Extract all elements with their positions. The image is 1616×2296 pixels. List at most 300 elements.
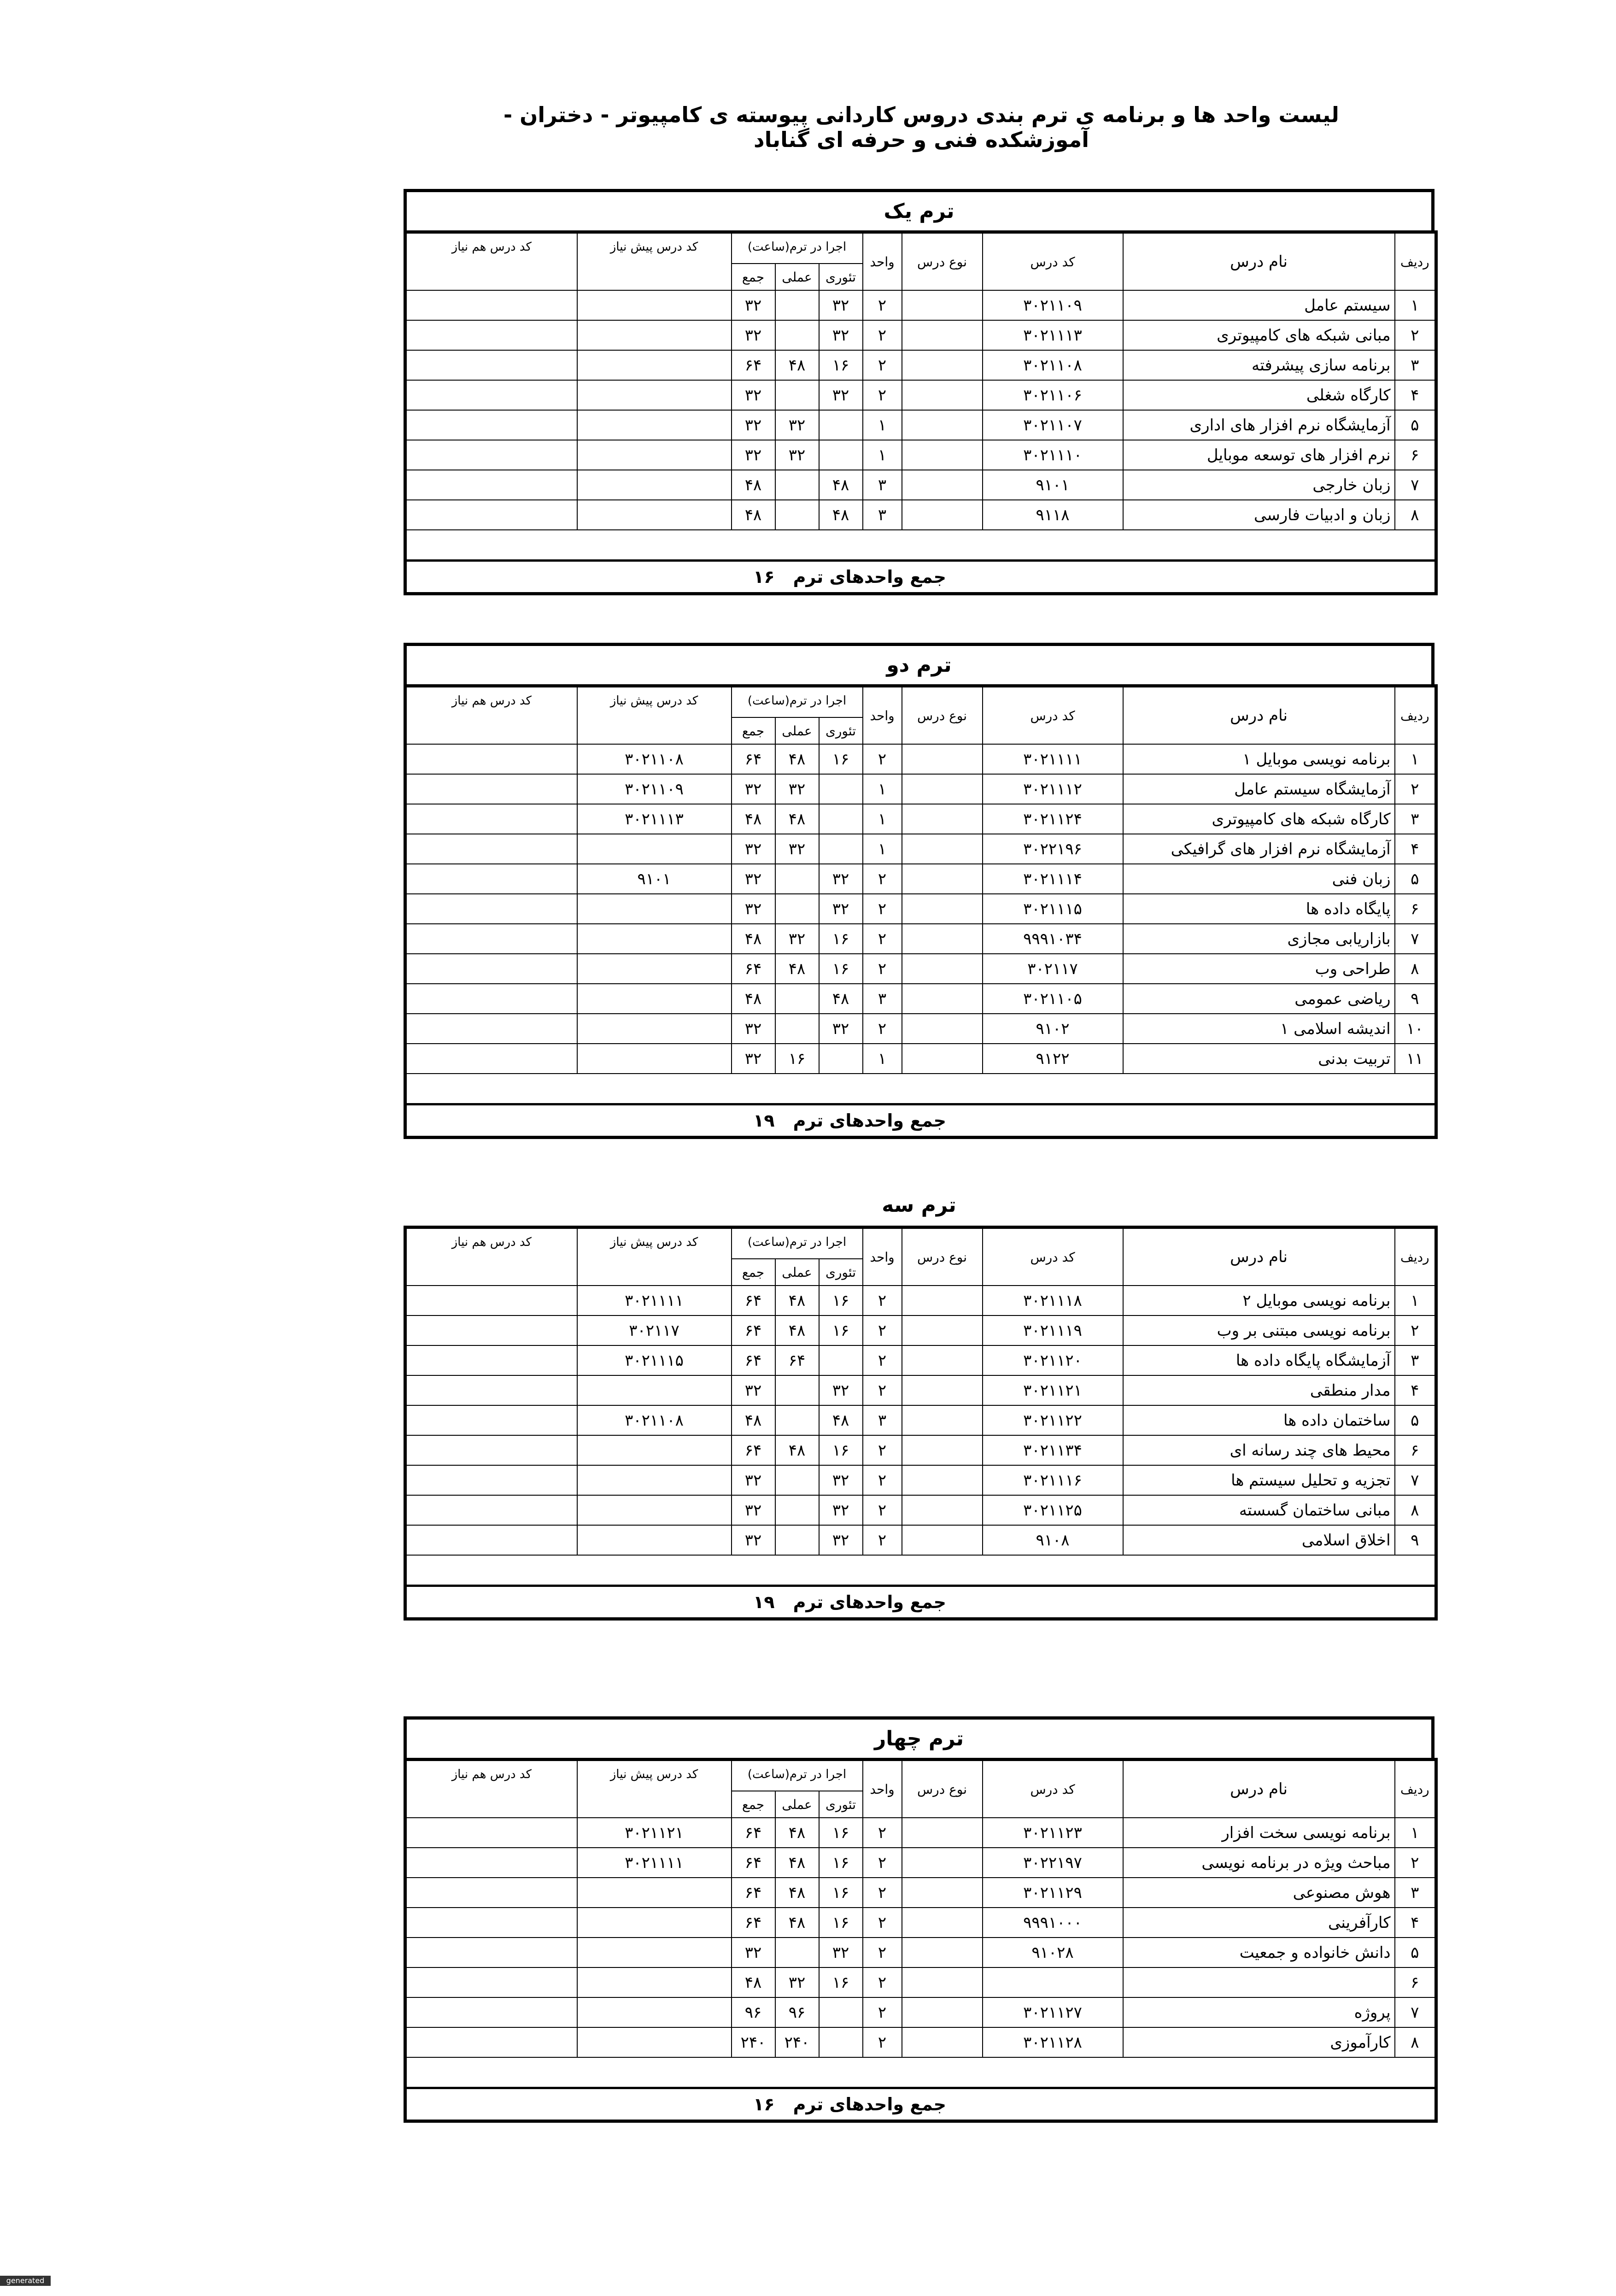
course-code: ۳۰۲۱۱۳۴ [983,1435,1123,1465]
row-number: ۷ [1395,470,1436,500]
blank-cell [405,530,1436,561]
theory-hours [819,440,863,470]
total-hours: ۳۲ [732,834,775,864]
total-hours: ۶۴ [732,350,775,380]
corequisite-code [405,1345,577,1375]
course-name: آزمایشگاه نرم افزار های گرافیکی [1123,834,1395,864]
corequisite-code [405,864,577,894]
theory-hours: ۳۲ [819,1375,863,1405]
course-code: ۳۰۲۱۱۲۵ [983,1495,1123,1525]
course-units: ۲ [863,380,902,410]
course-name: کارگاه شبکه های کامپیوتری [1123,804,1395,834]
course-type [902,1014,983,1044]
corequisite-code [405,1495,577,1525]
table-row [405,2027,1436,2057]
table-row [405,1044,1436,1074]
course-name: برنامه نویسی موبایل ۱ [1123,744,1395,774]
total-hours: ۳۲ [732,864,775,894]
term-total-units: ۱۹ [753,1592,775,1612]
total-hours: ۶۴ [732,1345,775,1375]
page-title: لیست واحد ها و برنامه ی ترم بندی دروس کاردانی پیوسته ی کامپیوتر - دختران - آموزشکده فنی و حرفه ای گناباد [504,102,1339,152]
corequisite-code [405,320,577,350]
total-hours: ۳۲ [732,894,775,924]
course-units: ۲ [863,320,902,350]
course-table [404,1226,1438,1621]
course-units: ۳ [863,984,902,1014]
blank-cell [405,1555,1436,1586]
prerequisite-code [577,1465,732,1495]
row-number: ۶ [1395,1435,1436,1465]
total-hours: ۴۸ [732,500,775,530]
header-total-hours: جمع [732,264,775,290]
total-hours: ۳۲ [732,1495,775,1525]
course-code: ۳۰۲۱۱۲۲ [983,1405,1123,1435]
practical-hours [775,500,819,530]
term-total-label: جمع واحدهای ترم [793,1592,947,1612]
prerequisite-code [577,1495,732,1525]
header-course-code: کد درس [983,1760,1123,1818]
header-course-type: نوع درس [902,1760,983,1818]
theory-hours [819,834,863,864]
prerequisite-code: ۳۰۲۱۱۱۵ [577,1345,732,1375]
course-code: ۳۰۲۱۱۱۲ [983,774,1123,804]
row-number: ۱۰ [1395,1014,1436,1044]
total-row [405,561,1436,594]
course-name: اخلاق اسلامی [1123,1525,1395,1555]
practical-hours [775,864,819,894]
table-row [405,1375,1436,1405]
corequisite-code [405,744,577,774]
total-hours: ۳۲ [732,1375,775,1405]
corequisite-code [405,350,577,380]
course-type [902,744,983,774]
header-row-number: ردیف [1395,232,1436,291]
header-hours-group: اجرا در ترم(ساعت) [732,1227,863,1259]
course-name: ساختمان داده ها [1123,1405,1395,1435]
prerequisite-code [577,2027,732,2057]
course-units: ۲ [863,1997,902,2027]
table-row [405,1315,1436,1345]
course-name: مدار منطقی [1123,1375,1395,1405]
course-type [902,1044,983,1074]
course-type [902,1375,983,1405]
course-name: کارگاه شغلی [1123,380,1395,410]
row-number: ۸ [1395,500,1436,530]
corequisite-code [405,410,577,440]
row-number: ۸ [1395,2027,1436,2057]
theory-hours: ۳۲ [819,1495,863,1525]
course-units: ۲ [863,1908,902,1938]
term-title: ترم چهار [404,1716,1434,1758]
row-number: ۳ [1395,804,1436,834]
table-row [405,470,1436,500]
total-hours: ۴۸ [732,924,775,954]
header-hours-group: اجرا در ترم(ساعت) [732,1760,863,1791]
course-type [902,1938,983,1967]
prerequisite-code [577,1525,732,1555]
table-row [405,1848,1436,1878]
table-row [405,1938,1436,1967]
corequisite-code [405,1044,577,1074]
course-name: مباحث ویژه در برنامه نویسی [1123,1848,1395,1878]
practical-hours [775,290,819,320]
table-row [405,440,1436,470]
header-corequisite: کد درس هم نیاز [405,1760,577,1818]
course-units: ۱ [863,1044,902,1074]
course-code: ۳۰۲۱۱۱۳ [983,320,1123,350]
prerequisite-code [577,1938,732,1967]
table-row [405,744,1436,774]
practical-hours: ۳۲ [775,410,819,440]
course-units: ۱ [863,440,902,470]
practical-hours [775,1938,819,1967]
course-code: ۳۰۲۱۱۲۴ [983,804,1123,834]
theory-hours: ۱۶ [819,1967,863,1997]
row-number: ۸ [1395,1495,1436,1525]
table-row [405,1345,1436,1375]
practical-hours: ۲۴۰ [775,2027,819,2057]
corequisite-code [405,894,577,924]
table-row [405,1525,1436,1555]
theory-hours: ۳۲ [819,380,863,410]
header-course-type: نوع درس [902,232,983,291]
course-name: آزمایشگاه سیستم عامل [1123,774,1395,804]
prerequisite-code [577,290,732,320]
row-number: ۳ [1395,1345,1436,1375]
course-code: ۳۰۲۱۱۲۷ [983,1997,1123,2027]
theory-hours: ۳۲ [819,1014,863,1044]
practical-hours: ۶۴ [775,1345,819,1375]
header-course-code: کد درس [983,1227,1123,1286]
prerequisite-code [577,380,732,410]
theory-hours: ۱۶ [819,744,863,774]
prerequisite-code: ۳۰۲۱۱۷ [577,1315,732,1345]
course-type [902,894,983,924]
course-type [902,954,983,984]
table-row [405,1286,1436,1315]
prerequisite-code: ۳۰۲۱۱۱۱ [577,1286,732,1315]
course-units: ۲ [863,1435,902,1465]
course-type [902,320,983,350]
corequisite-code [405,470,577,500]
total-hours: ۶۴ [732,1908,775,1938]
total-hours: ۳۲ [732,410,775,440]
course-type [902,1495,983,1525]
practical-hours [775,1375,819,1405]
prerequisite-code [577,410,732,440]
course-type [902,380,983,410]
row-number: ۷ [1395,1465,1436,1495]
course-code: ۳۰۲۱۱۰۵ [983,984,1123,1014]
term-section [404,189,1434,595]
term-total-label: جمع واحدهای ترم [793,567,947,587]
practical-hours: ۴۸ [775,350,819,380]
practical-hours [775,320,819,350]
course-units: ۳ [863,500,902,530]
term-total-units: ۱۶ [753,567,775,587]
table-row [405,1014,1436,1044]
total-hours: ۶۴ [732,954,775,984]
row-number: ۴ [1395,1908,1436,1938]
prerequisite-code [577,1435,732,1465]
prerequisite-code: ۳۰۲۱۱۲۱ [577,1818,732,1848]
term-total-label: جمع واحدهای ترم [793,1110,947,1131]
corequisite-code [405,1405,577,1435]
theory-hours: ۴۸ [819,500,863,530]
term-total-units: ۱۹ [753,1110,775,1131]
total-hours: ۶۴ [732,1878,775,1908]
course-name: نرم افزار های توسعه موبایل [1123,440,1395,470]
row-number: ۸ [1395,954,1436,984]
term-total-label: جمع واحدهای ترم [793,2094,947,2114]
header-hours-group: اجرا در ترم(ساعت) [732,686,863,718]
course-type [902,1435,983,1465]
table-row [405,380,1436,410]
course-name: مبانی ساختمان گسسته [1123,1495,1395,1525]
course-type [902,1405,983,1435]
course-code: ۳۰۲۱۱۲۳ [983,1818,1123,1848]
prerequisite-code [577,500,732,530]
course-units: ۲ [863,894,902,924]
course-code: ۹۱۱۸ [983,500,1123,530]
course-type [902,2027,983,2057]
row-number: ۱ [1395,290,1436,320]
row-number: ۴ [1395,1375,1436,1405]
course-units: ۲ [863,350,902,380]
practical-hours [775,1465,819,1495]
course-code: ۳۰۲۲۱۹۶ [983,834,1123,864]
prerequisite-code [577,1997,732,2027]
theory-hours [819,774,863,804]
header-units: واحد [863,232,902,291]
row-number: ۷ [1395,1997,1436,2027]
corequisite-code [405,954,577,984]
header-prerequisite: کد درس پیش نیاز [577,1227,732,1286]
course-name: زبان فنی [1123,864,1395,894]
course-units: ۲ [863,864,902,894]
course-code: ۹۱۰۸ [983,1525,1123,1555]
row-number: ۶ [1395,440,1436,470]
term-title: ترم دو [404,643,1434,684]
row-number: ۱۱ [1395,1044,1436,1074]
total-hours: ۴۸ [732,1967,775,1997]
practical-hours: ۴۸ [775,1286,819,1315]
total-hours: ۳۲ [732,774,775,804]
term-section [404,1184,1434,1621]
course-name: مبانی شبکه های کامپیوتری [1123,320,1395,350]
theory-hours: ۱۶ [819,1818,863,1848]
header-theory: تئوری [819,717,863,744]
corequisite-code [405,1465,577,1495]
prerequisite-code [577,954,732,984]
theory-hours: ۱۶ [819,1286,863,1315]
course-units: ۲ [863,1938,902,1967]
theory-hours: ۱۶ [819,1908,863,1938]
course-units: ۱ [863,804,902,834]
course-units: ۲ [863,290,902,320]
course-name: ریاضی عمومی [1123,984,1395,1014]
course-type [902,1345,983,1375]
row-number: ۱ [1395,1818,1436,1848]
practical-hours: ۴۸ [775,1818,819,1848]
course-units: ۲ [863,1848,902,1878]
course-type [902,350,983,380]
corequisite-code [405,440,577,470]
row-number: ۱ [1395,1286,1436,1315]
course-type [902,470,983,500]
total-hours: ۳۲ [732,1525,775,1555]
course-code [983,1967,1123,1997]
table-row [405,1435,1436,1465]
total-hours: ۶۴ [732,744,775,774]
table-row [405,894,1436,924]
prerequisite-code [577,834,732,864]
course-code: ۳۰۲۱۱۱۰ [983,440,1123,470]
row-number: ۳ [1395,1878,1436,1908]
total-hours: ۳۲ [732,290,775,320]
table-row [405,1818,1436,1848]
course-type [902,1818,983,1848]
course-code: ۳۰۲۱۱۰۷ [983,410,1123,440]
term-section [404,1716,1434,2123]
course-type [902,1315,983,1345]
theory-hours: ۳۲ [819,1938,863,1967]
course-code: ۳۰۲۱۱۰۹ [983,290,1123,320]
table-row [405,1495,1436,1525]
header-total-hours: جمع [732,1259,775,1286]
theory-hours [819,804,863,834]
header-row-number: ردیف [1395,1760,1436,1818]
table-row [405,1878,1436,1908]
practical-hours [775,1014,819,1044]
watermark-logo: generated image [0,2276,51,2286]
table-row [405,954,1436,984]
course-name [1123,1967,1395,1997]
course-code: ۳۰۲۱۱۲۸ [983,2027,1123,2057]
theory-hours: ۳۲ [819,1525,863,1555]
theory-hours: ۳۲ [819,320,863,350]
table-row [405,290,1436,320]
theory-hours: ۳۲ [819,290,863,320]
row-number: ۶ [1395,1967,1436,1997]
theory-hours [819,2027,863,2057]
course-code: ۹۱۲۲ [983,1044,1123,1074]
course-type [902,440,983,470]
course-code: ۹۱۰۲۸ [983,1938,1123,1967]
header-theory: تئوری [819,1791,863,1818]
table-row [405,1908,1436,1938]
table-row [405,1997,1436,2027]
corequisite-code [405,1938,577,1967]
course-name: برنامه نویسی سخت افزار [1123,1818,1395,1848]
header-course-code: کد درس [983,232,1123,291]
total-row [405,2088,1436,2121]
course-type [902,410,983,440]
row-number: ۵ [1395,864,1436,894]
theory-hours: ۱۶ [819,924,863,954]
corequisite-code [405,1315,577,1345]
header-hours-group: اجرا در ترم(ساعت) [732,232,863,264]
theory-hours: ۱۶ [819,350,863,380]
course-code: ۳۰۲۱۱۷ [983,954,1123,984]
practical-hours [775,984,819,1014]
table-row [405,350,1436,380]
row-number: ۱ [1395,744,1436,774]
total-hours: ۳۲ [732,1014,775,1044]
practical-hours: ۳۲ [775,440,819,470]
course-type [902,834,983,864]
total-hours: ۳۲ [732,1938,775,1967]
course-type [902,804,983,834]
row-number: ۳ [1395,350,1436,380]
corequisite-code [405,1375,577,1405]
course-units: ۲ [863,1465,902,1495]
term-total-cell [405,561,1436,594]
course-name: تربیت بدنی [1123,1044,1395,1074]
total-hours: ۳۲ [732,440,775,470]
course-name: آزمایشگاه پایگاه داده ها [1123,1345,1395,1375]
term-total-units: ۱۶ [753,2094,775,2114]
prerequisite-code [577,470,732,500]
practical-hours: ۴۸ [775,1848,819,1878]
theory-hours: ۳۲ [819,864,863,894]
header-total-hours: جمع [732,1791,775,1818]
practical-hours [775,1525,819,1555]
header-course-name: نام درس [1123,1760,1395,1818]
course-code: ۳۰۲۱۱۰۶ [983,380,1123,410]
table-row [405,804,1436,834]
prerequisite-code: ۹۱۰۱ [577,864,732,894]
course-type [902,1525,983,1555]
course-units: ۱ [863,834,902,864]
practical-hours [775,1405,819,1435]
prerequisite-code [577,350,732,380]
table-row [405,1465,1436,1495]
blank-cell [405,1074,1436,1104]
practical-hours: ۴۸ [775,1908,819,1938]
prerequisite-code: ۳۰۲۱۱۰۸ [577,744,732,774]
total-row [405,1104,1436,1138]
course-name: آزمایشگاه نرم افزار های اداری [1123,410,1395,440]
term-total-cell [405,1586,1436,1619]
corequisite-code [405,1908,577,1938]
row-number: ۲ [1395,1315,1436,1345]
corequisite-code [405,290,577,320]
course-code: ۹۱۰۲ [983,1014,1123,1044]
row-number: ۲ [1395,774,1436,804]
corequisite-code [405,1525,577,1555]
row-number: ۴ [1395,380,1436,410]
course-units: ۲ [863,1878,902,1908]
theory-hours: ۱۶ [819,954,863,984]
table-row [405,924,1436,954]
course-name: هوش مصنوعی [1123,1878,1395,1908]
header-prerequisite: کد درس پیش نیاز [577,232,732,291]
course-table [404,230,1438,595]
course-units: ۲ [863,1014,902,1044]
prerequisite-code: ۳۰۲۱۱۱۳ [577,804,732,834]
table-row [405,410,1436,440]
course-units: ۲ [863,1345,902,1375]
corequisite-code [405,804,577,834]
course-code: ۹۱۰۱ [983,470,1123,500]
theory-hours: ۱۶ [819,1315,863,1345]
course-name: زبان خارجی [1123,470,1395,500]
row-number: ۵ [1395,1405,1436,1435]
prerequisite-code [577,1014,732,1044]
course-units: ۲ [863,1967,902,1997]
course-name: برنامه سازی پیشرفته [1123,350,1395,380]
